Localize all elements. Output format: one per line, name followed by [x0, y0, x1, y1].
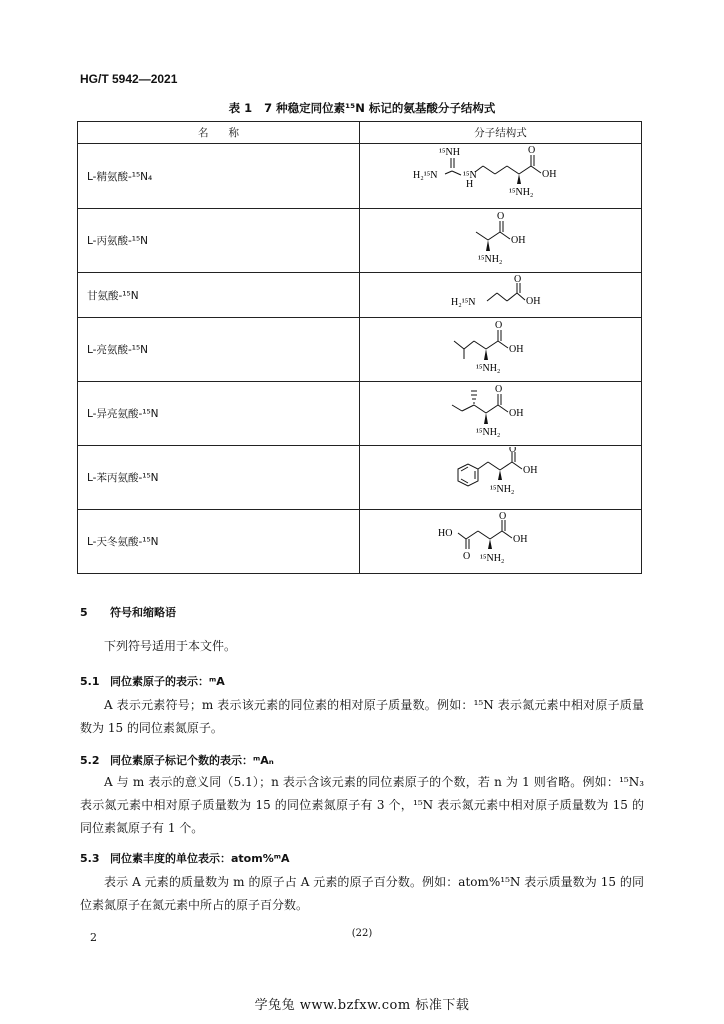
- leucine-structure-icon: [446, 319, 556, 377]
- svg-text:OH: OH: [541, 169, 556, 180]
- aspartic-acid-structure-icon: [436, 511, 566, 569]
- table-row: [78, 446, 642, 510]
- table-row: [78, 209, 642, 273]
- phenylalanine-structure-icon: [446, 447, 556, 505]
- svg-text:O: O: [527, 145, 535, 156]
- svg-text:¹⁵NH₂: ¹⁵NH₂: [508, 187, 533, 198]
- svg-text:¹⁵N: ¹⁵N: [462, 170, 477, 181]
- svg-text:OH: OH: [512, 533, 527, 545]
- svg-text:H₂¹⁵N: H₂¹⁵N: [412, 170, 437, 181]
- svg-text:HO: HO: [437, 527, 452, 539]
- svg-text:¹⁵NH₂: ¹⁵NH₂: [475, 362, 500, 374]
- svg-text:O: O: [494, 383, 502, 395]
- row-name: L-精氨酸-¹⁵N₄: [78, 144, 360, 209]
- svg-text:¹⁵NH₂: ¹⁵NH₂: [489, 483, 514, 495]
- svg-text:OH: OH: [508, 343, 523, 355]
- svg-text:O: O: [498, 510, 506, 522]
- svg-text:H: H: [465, 179, 473, 190]
- row-name: 甘氨酸-¹⁵N: [78, 273, 360, 318]
- table-row: [78, 318, 642, 382]
- svg-text:OH: OH: [510, 234, 525, 246]
- row-name: L-丙氨酸-¹⁵N: [78, 209, 360, 273]
- svg-text:¹⁵NH₂: ¹⁵NH₂: [479, 552, 504, 564]
- column-header-structure: 分子结构式: [360, 122, 642, 144]
- row-name: L-苯丙氨酸-¹⁵N: [78, 446, 360, 510]
- amino-acid-table: [77, 121, 642, 574]
- alanine-structure-icon: [456, 210, 546, 268]
- section-5-title: 5 符号和缩略语: [80, 606, 176, 619]
- section-5-1-title: 5.1 同位素原子的表示：ᵐA: [80, 675, 225, 688]
- svg-text:H₂¹⁵N: H₂¹⁵N: [450, 297, 475, 308]
- table-caption: 表 1 7 种稳定同位素¹⁵N 标记的氨基酸分子结构式: [228, 101, 496, 115]
- isoleucine-structure-icon: [446, 383, 556, 441]
- table-row: [78, 273, 642, 318]
- section-5-2-body: A 与 m 表示的意义同（5.1）；n 表示含该元素的同位素原子的个数，若 n 为 1 则省略。例如：¹⁵N₃ 表示氮元素中相对原子质量数为 15 的同位素氮原子有 3 个，¹⁵N 表示氮元素中相对原子质量数为 15 的同位素氮原子有 1 个。: [80, 775, 644, 835]
- svg-text:O: O: [496, 210, 504, 222]
- svg-text:OH: OH: [525, 296, 540, 307]
- svg-text:OH: OH: [522, 464, 537, 476]
- section-5-3-title: 5.3 同位素丰度的单位表示：atom%ᵐA: [80, 852, 290, 865]
- alanine-structure: [360, 209, 642, 273]
- table-row: [78, 382, 642, 446]
- svg-text:O: O: [462, 550, 470, 562]
- arginine-structure: [360, 144, 642, 209]
- table-row: [78, 144, 642, 209]
- arginine-structure-icon: [411, 144, 591, 204]
- phenylalanine-structure: [360, 446, 642, 510]
- row-name: L-异亮氨酸-¹⁵N: [78, 382, 360, 446]
- leucine-structure: [360, 318, 642, 382]
- section-5-1-body: A 表示元素符号；m 表示该元素的同位素的相对原子质量数。例如：¹⁵N 表示氮元素中相对原子质量数为 15 的同位素氮原子。: [80, 698, 644, 735]
- svg-text:O: O: [494, 319, 502, 331]
- table-header-row: [78, 122, 642, 144]
- isoleucine-structure: [360, 382, 642, 446]
- svg-text:¹⁵NH₂: ¹⁵NH₂: [475, 426, 500, 438]
- footer-watermark[interactable]: 学兔兔 www.bzfxw.com 标准下载: [254, 998, 470, 1013]
- svg-text:¹⁵NH₂: ¹⁵NH₂: [477, 253, 502, 265]
- section-5-2-title: 5.2 同位素原子标记个数的表示：ᵐAₙ: [80, 754, 274, 767]
- svg-text:O: O: [513, 274, 521, 285]
- standard-code: HG/T 5942—2021: [80, 72, 178, 86]
- section-5-intro: 下列符号适用于本文件。: [104, 639, 237, 653]
- page-code: (22): [351, 928, 373, 939]
- aspartic-acid-structure: [360, 510, 642, 574]
- glycine-structure-icon: [451, 273, 551, 313]
- row-name: L-亮氨酸-¹⁵N: [78, 318, 360, 382]
- svg-text:O: O: [508, 446, 516, 455]
- column-header-name: 名 称: [78, 122, 360, 144]
- svg-text:¹⁵NH: ¹⁵NH: [438, 147, 460, 158]
- section-5-3-body: 表示 A 元素的质量数为 m 的原子占 A 元素的原子百分数。例如：atom%¹⁵N 表示质量数为 15 的同位素氮原子在氮元素中所占的原子百分数。: [80, 875, 644, 912]
- row-name: L-天冬氨酸-¹⁵N: [78, 510, 360, 574]
- table-row: [78, 510, 642, 574]
- page-number: 2: [90, 931, 97, 944]
- svg-text:OH: OH: [508, 407, 523, 419]
- glycine-structure: [360, 273, 642, 318]
